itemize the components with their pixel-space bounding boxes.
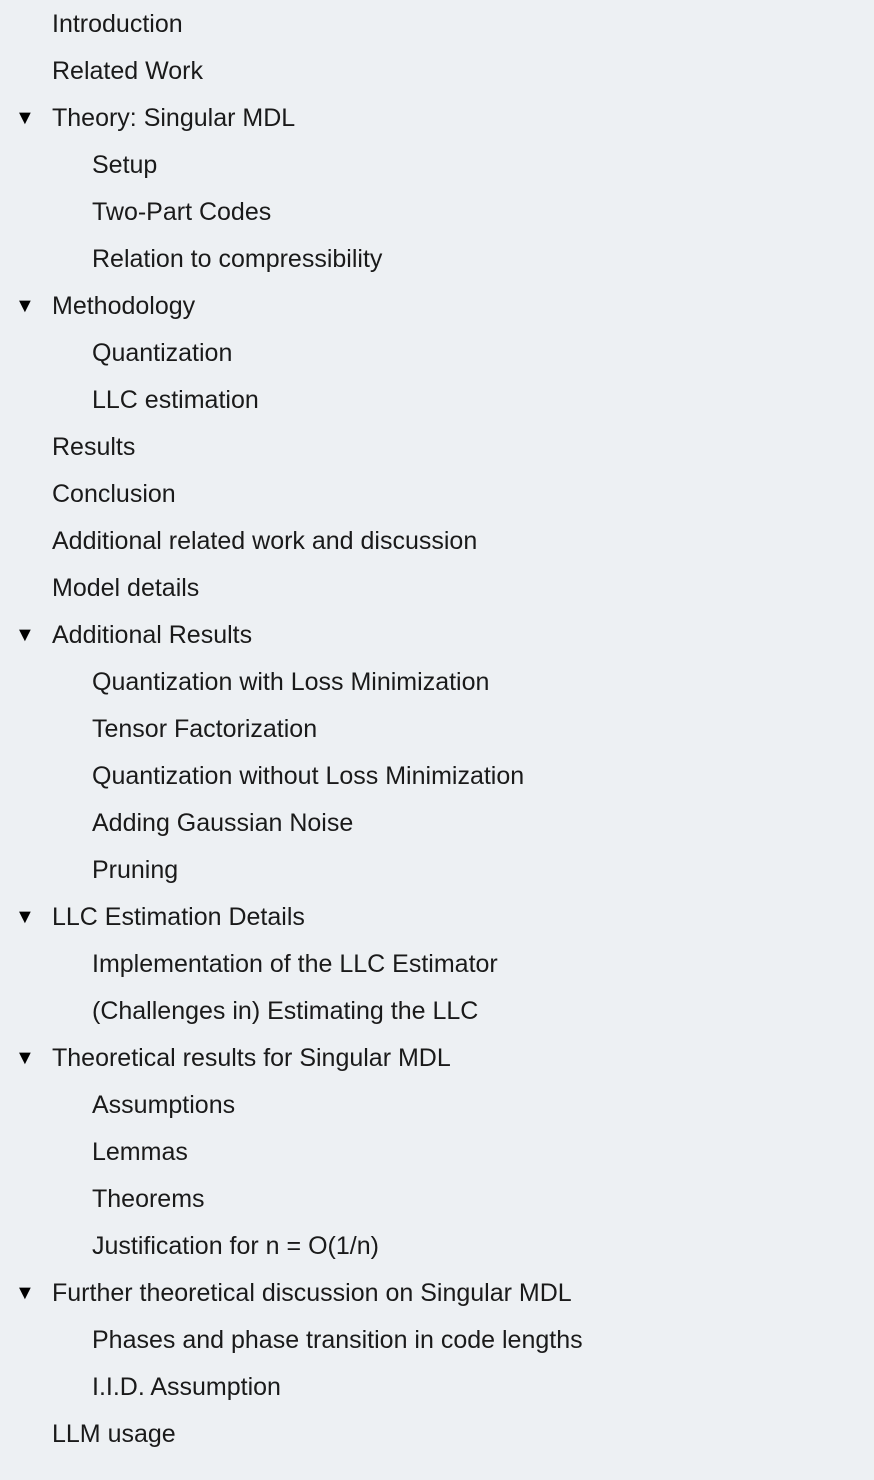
toc-link[interactable]: Two-Part Codes	[92, 198, 272, 226]
toc-subsection[interactable]	[0, 847, 874, 894]
toc-subsection[interactable]	[0, 1176, 874, 1223]
toc-section[interactable]	[0, 95, 874, 142]
caret-down-icon[interactable]: ▼	[15, 906, 35, 928]
toc-subsection[interactable]	[0, 330, 874, 377]
toc-link[interactable]: LLC estimation	[92, 386, 259, 414]
toc-link[interactable]: Relation to compressibility	[92, 245, 383, 273]
toc-section[interactable]	[0, 1411, 874, 1458]
toc-link[interactable]: Related Work	[52, 57, 203, 85]
toc-subsection[interactable]	[0, 1129, 874, 1176]
toc-link[interactable]: Model details	[52, 574, 200, 602]
toc-link[interactable]: Lemmas	[92, 1138, 188, 1166]
toc-link[interactable]: Pruning	[92, 856, 179, 884]
toc-link[interactable]: LLM usage	[52, 1420, 176, 1448]
caret-down-icon[interactable]: ▼	[15, 1047, 35, 1069]
toc-section[interactable]	[0, 518, 874, 565]
toc-link[interactable]: Further theoretical discussion on Singular MDL	[52, 1279, 572, 1307]
toc-link[interactable]: Tensor Factorization	[92, 715, 318, 743]
toc-subsection[interactable]	[0, 377, 874, 424]
toc-section[interactable]	[0, 424, 874, 471]
toc-link[interactable]: Results	[52, 433, 136, 461]
toc-link[interactable]: Implementation of the LLC Estimator	[92, 950, 498, 978]
toc-subsection[interactable]	[0, 236, 874, 283]
toc-subsection[interactable]	[0, 800, 874, 847]
toc-link[interactable]: Theorems	[92, 1185, 205, 1213]
toc-subsection[interactable]	[0, 1364, 874, 1411]
caret-down-icon[interactable]: ▼	[15, 1282, 35, 1304]
toc-subsection[interactable]	[0, 1317, 874, 1364]
toc-section[interactable]	[0, 565, 874, 612]
toc-link[interactable]: Theoretical results for Singular MDL	[52, 1044, 451, 1072]
toc-subsection[interactable]	[0, 706, 874, 753]
toc-link[interactable]: Adding Gaussian Noise	[92, 809, 354, 837]
toc-subsection[interactable]	[0, 1223, 874, 1270]
caret-down-icon[interactable]: ▼	[15, 624, 35, 646]
toc-section[interactable]	[0, 283, 874, 330]
toc-section[interactable]	[0, 1270, 874, 1317]
toc-link[interactable]: Additional related work and discussion	[52, 527, 478, 555]
toc-subsection[interactable]	[0, 941, 874, 988]
toc-link[interactable]: Introduction	[52, 10, 183, 38]
caret-down-icon[interactable]: ▼	[15, 295, 35, 317]
toc-subsection[interactable]	[0, 142, 874, 189]
toc-link[interactable]: Conclusion	[52, 480, 176, 508]
toc-link[interactable]: Setup	[92, 151, 158, 179]
toc-section[interactable]	[0, 894, 874, 941]
toc-link[interactable]: Justification for n = O(1/n)	[92, 1232, 379, 1260]
toc-link[interactable]: I.I.D. Assumption	[92, 1373, 281, 1401]
toc-subsection[interactable]	[0, 189, 874, 236]
toc-section[interactable]	[0, 1, 874, 48]
toc-subsection[interactable]	[0, 753, 874, 800]
toc-link[interactable]: (Challenges in) Estimating the LLC	[92, 997, 479, 1025]
toc-section[interactable]	[0, 612, 874, 659]
toc-link[interactable]: Methodology	[52, 292, 196, 320]
toc-section[interactable]	[0, 471, 874, 518]
toc-link[interactable]: Phases and phase transition in code lengths	[92, 1326, 583, 1354]
toc-subsection[interactable]	[0, 1082, 874, 1129]
toc-section[interactable]	[0, 1035, 874, 1082]
toc-link[interactable]: Theory: Singular MDL	[52, 104, 296, 132]
toc-link[interactable]: Assumptions	[92, 1091, 236, 1119]
toc-link[interactable]: Quantization with Loss Minimization	[92, 668, 490, 696]
toc-section[interactable]	[0, 48, 874, 95]
toc-link[interactable]: Quantization	[92, 339, 233, 367]
toc-link[interactable]: Additional Results	[52, 621, 253, 649]
caret-down-icon[interactable]: ▼	[15, 107, 35, 129]
toc-link[interactable]: Quantization without Loss Minimization	[92, 762, 525, 790]
toc-link[interactable]: LLC Estimation Details	[52, 903, 305, 931]
toc-subsection[interactable]	[0, 988, 874, 1035]
toc-subsection[interactable]	[0, 659, 874, 706]
